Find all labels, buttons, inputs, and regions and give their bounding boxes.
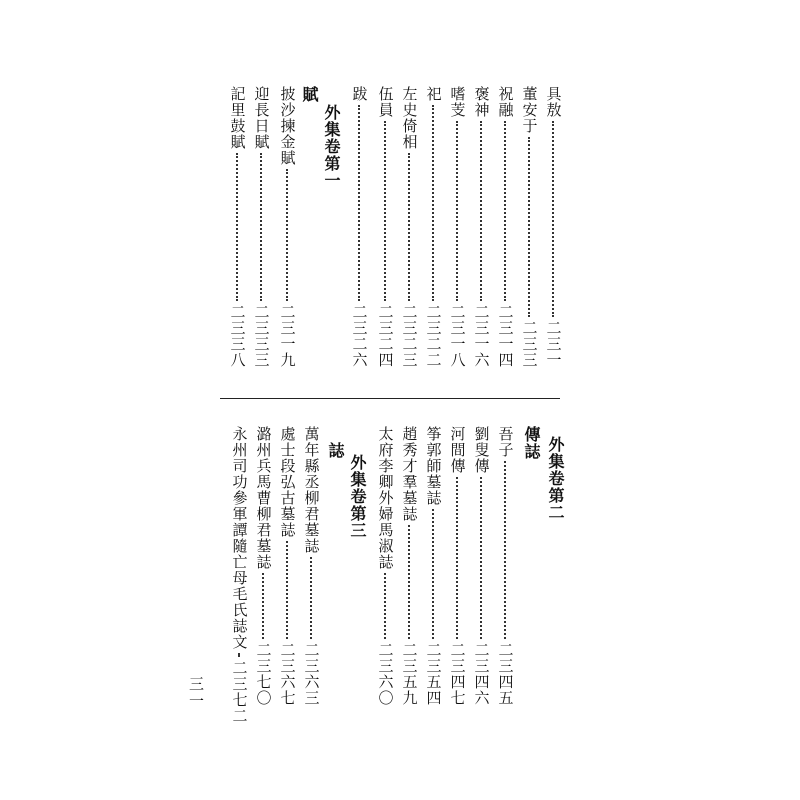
entry-page-number: 二三六三 (302, 642, 321, 706)
entry-title: 劉叟傳 (472, 426, 491, 474)
dot-leader (528, 137, 530, 317)
volume-heading: 外集卷第三 (348, 454, 367, 539)
toc-entry (300, 426, 322, 706)
entry-page-number: 二三一八 (448, 304, 467, 368)
entry-title: 祀 (424, 86, 443, 102)
folio-page-number: 三一 (187, 676, 205, 710)
toc-entry (470, 426, 492, 706)
entry-title: 董安于 (520, 86, 539, 134)
entry-page-number: 二三二二 (424, 304, 443, 368)
toc-entry (252, 426, 274, 706)
toc-entry (494, 426, 516, 706)
entry-page-number: 二三四六 (472, 642, 491, 706)
dot-leader (552, 121, 554, 317)
toc-entry (250, 86, 272, 368)
entry-page-number: 二三二四 (376, 304, 395, 368)
entry-title: 處士段弘古墓誌 (278, 426, 297, 538)
dot-leader (238, 653, 240, 657)
entry-title: 跋 (350, 86, 369, 102)
entry-title: 記里鼓賦 (228, 86, 247, 150)
toc-entry (348, 86, 370, 368)
toc-entry (276, 426, 298, 706)
entry-page-number: 二三一六 (472, 304, 491, 368)
dot-leader (456, 121, 458, 301)
entry-title: 河間傳 (448, 426, 467, 474)
entry-title: 祝融 (496, 86, 515, 118)
entry-page-number: 二三五四 (424, 642, 443, 706)
dot-leader (480, 477, 482, 639)
dot-leader (384, 573, 386, 639)
category-heading: 誌 (326, 442, 345, 459)
entry-page-number: 二三二三 (400, 304, 419, 368)
entry-page-number: 二三二六 (350, 304, 369, 368)
entry-title: 左史倚相 (400, 86, 419, 150)
toc-entry (226, 86, 248, 368)
entry-title: 嗜芰 (448, 86, 467, 118)
dot-leader (310, 557, 312, 639)
dot-leader (236, 153, 238, 301)
toc-entry (276, 86, 298, 368)
toc-entry (494, 86, 516, 368)
entry-page-number: 二三三三 (252, 304, 271, 368)
entry-page-number: 二三四五 (496, 642, 515, 706)
entry-title: 吾子 (496, 426, 515, 458)
dot-leader (358, 105, 360, 301)
dot-leader (504, 461, 506, 639)
entry-page-number: 二三七〇 (254, 642, 273, 706)
toc-entry (470, 86, 492, 368)
entry-title: 迎長日賦 (252, 86, 271, 150)
dot-leader (260, 153, 262, 301)
entry-title: 披沙揀金賦 (278, 86, 297, 166)
entry-title: 趙秀才羣墓誌 (400, 426, 419, 522)
entry-page-number: 二三七二 (230, 660, 249, 724)
entry-title: 褒神 (472, 86, 491, 118)
toc-entry (228, 426, 250, 724)
entry-page-number: 二三一九 (278, 304, 297, 368)
dot-leader (408, 153, 410, 301)
entry-page-number: 二三六七 (278, 642, 297, 706)
toc-entry (518, 86, 540, 368)
dot-leader (286, 169, 288, 301)
entry-title: 萬年縣丞柳君墓誌 (302, 426, 321, 554)
section-divider (220, 398, 560, 399)
entry-page-number: 二三三八 (228, 304, 247, 368)
toc-entry (398, 86, 420, 368)
toc-entry (422, 86, 444, 368)
dot-leader (408, 525, 410, 639)
dot-leader (262, 573, 264, 639)
category-heading: 傳誌 (522, 426, 541, 460)
toc-entry (542, 86, 564, 368)
dot-leader (432, 105, 434, 301)
entry-title: 太府李卿外婦馬淑誌 (376, 426, 395, 570)
toc-entry (446, 426, 468, 706)
toc-entry (422, 426, 444, 706)
dot-leader (456, 477, 458, 639)
entry-page-number: 二三一四 (496, 304, 515, 368)
dot-leader (432, 509, 434, 639)
entry-page-number: 二三三 (520, 320, 539, 368)
dot-leader (480, 121, 482, 301)
entry-title: 筝郭師墓誌 (424, 426, 443, 506)
dot-leader (504, 121, 506, 301)
toc-entry (446, 86, 468, 368)
toc-entry (374, 86, 396, 368)
entry-title: 具敖 (544, 86, 563, 118)
toc-entry (398, 426, 420, 706)
entry-page-number: 二三六〇 (376, 642, 395, 706)
entry-title: 伍員 (376, 86, 395, 118)
toc-entry (374, 426, 396, 706)
dot-leader (286, 541, 288, 639)
entry-page-number: 二三五九 (400, 642, 419, 706)
category-heading: 賦 (300, 86, 319, 103)
entry-page-number: 二三四七 (448, 642, 467, 706)
volume-heading: 外集卷第一 (322, 104, 341, 189)
entry-title: 潞州兵馬曹柳君墓誌 (254, 426, 273, 570)
entry-title: 永州司功參軍譚隨亡母毛氏誌文 (230, 426, 249, 650)
entry-page-number: 二三一 (544, 320, 563, 368)
volume-heading: 外集卷第二 (546, 436, 565, 521)
dot-leader (384, 121, 386, 301)
